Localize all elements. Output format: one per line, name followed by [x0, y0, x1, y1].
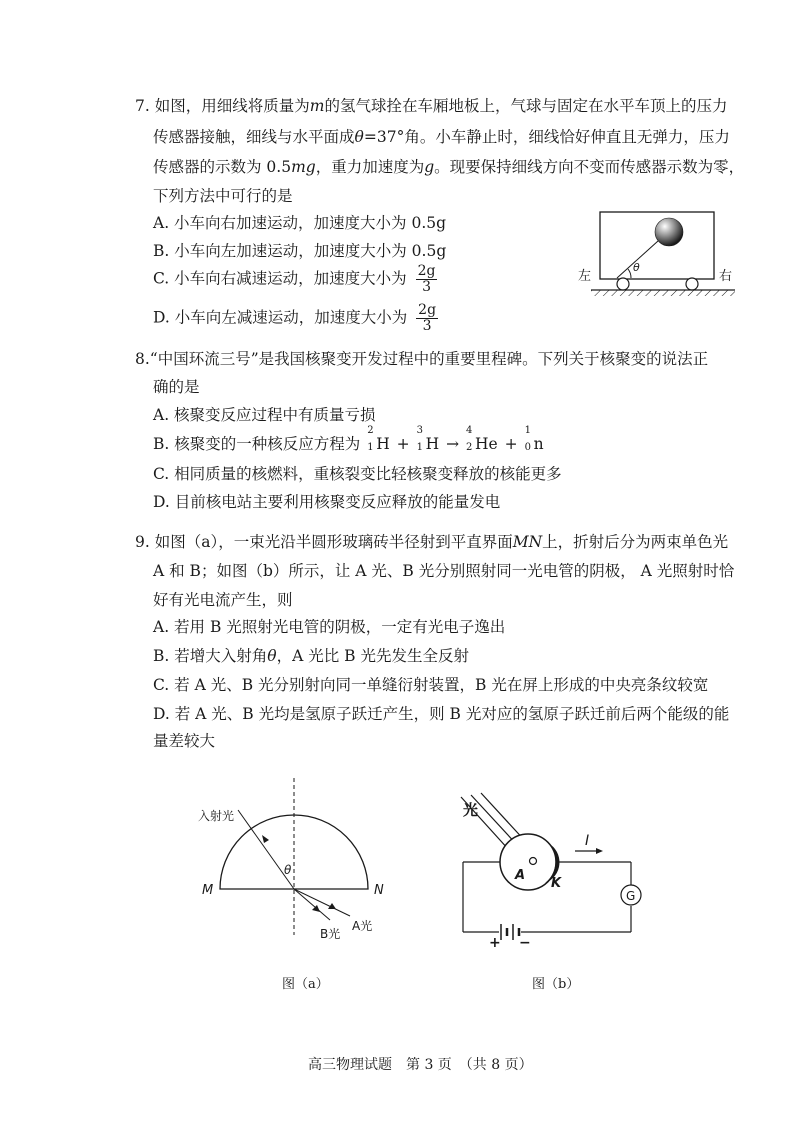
- light-label: 光: [463, 801, 479, 819]
- plus-sign: +: [396, 435, 410, 453]
- wheel-left: [617, 278, 629, 290]
- q7-stem-line4: 下列方法中可行的是: [153, 187, 293, 205]
- ground-hatch: [591, 290, 735, 296]
- q7-line3-c: 。现要保持细线方向不变而传感器示数为零，: [434, 158, 745, 176]
- theta-arc: [628, 269, 631, 278]
- reaction-arrow: →: [446, 435, 460, 453]
- q7-theta: θ: [354, 128, 364, 146]
- cathode-label: K: [551, 876, 562, 891]
- q9-option-d-line1: D. 若 A 光、B 光均是氢原子跃迁产生，则 B 光对应的氢原子跃迁前后两个能级的能: [153, 705, 730, 723]
- anode-label: A: [515, 868, 526, 883]
- q7-line2-b: =37°角。小车静止时，细线恰好伸直且无弹力，压力: [363, 128, 730, 146]
- q7-line2-a: 传感器接触，细线与水平面成: [153, 128, 355, 146]
- q7-option-c-text: C. 小车向右减速运动，加速度大小为: [153, 269, 407, 288]
- q7-option-c-fraction: $\frac{2g}{3}$: [417, 263, 436, 295]
- q7-option-b: B. 小车向左加速运动，加速度大小为 0.5g: [153, 242, 447, 260]
- q7-mg: mg: [291, 158, 316, 176]
- b-light-label: B光: [320, 927, 341, 941]
- q7-stem-line1: [135, 96, 727, 116]
- q9-line1-b: 上，折射后分为两束单色光: [542, 533, 729, 551]
- galvanometer-label: G: [626, 889, 636, 903]
- q7-option-d-fraction: $\frac{2g}{3}$: [418, 302, 437, 334]
- page-footer: 高三物理试题 第 3 页 （共 8 页）: [308, 1057, 533, 1073]
- q9-stem-line1: [135, 532, 728, 552]
- q9-option-c: C. 若 A 光、B 光分别射向同一单缝衍射装置，B 光在屏上形成的中央亮条纹较宽: [153, 676, 709, 694]
- q7-right-label: 右: [719, 269, 733, 284]
- q7-option-c: [153, 264, 437, 295]
- q9-option-b-b: ，A 光比 B 光先发生全反射: [276, 647, 469, 665]
- balloon: [655, 218, 683, 246]
- q7-line3-b: ，重力加速度为: [315, 158, 425, 176]
- nuclide-deuterium: 2 1 H: [367, 425, 390, 453]
- q9-option-d-line2: 量差较大: [153, 732, 216, 750]
- a-light-label: A光: [352, 919, 373, 933]
- q7-g: g: [424, 158, 435, 176]
- q9-figure-b: [455, 795, 655, 955]
- q9-mn: MN: [512, 533, 543, 551]
- ray-b: [294, 889, 330, 920]
- current-arrowhead: [596, 848, 603, 854]
- q7-stem-a: 如图，用细线将质量为: [154, 97, 310, 115]
- anode-a: [530, 858, 537, 865]
- q8-option-a: A. 核聚变反应过程中有质量亏损: [153, 406, 376, 424]
- q7-stem-line2: [153, 127, 730, 147]
- q7-cart-figure: [575, 205, 745, 300]
- q9-figure-b-caption: 图（b）: [532, 977, 580, 992]
- q9-theta: θ: [267, 647, 277, 665]
- wheel-right: [686, 278, 698, 290]
- nuclide-neutron: 1 0 n: [524, 425, 544, 453]
- point-n-label: N: [374, 883, 384, 898]
- battery-plus-label: +: [489, 935, 501, 951]
- q7-mass-symbol: m: [309, 97, 325, 115]
- q9-figure-a: [190, 770, 400, 950]
- q9-line1-a: 9. 如图（a），一束光沿半圆形玻璃砖半径射到平直界面: [135, 533, 513, 551]
- plus-sign: +: [504, 435, 518, 453]
- q7-left-label: 左: [578, 269, 592, 284]
- q8-stem-line2: 确的是: [153, 378, 200, 396]
- q7-line3-a: 传感器的示数为 0.5: [153, 158, 292, 176]
- q9-figure-a-caption: 图（a）: [282, 977, 329, 992]
- q9-option-a: A. 若用 B 光照射光电管的阴极，一定有光电子逸出: [153, 618, 506, 636]
- incident-arrow: [262, 835, 269, 843]
- current-label: I: [585, 833, 590, 849]
- q9-stem-line3: 好有光电流产生，则: [153, 591, 293, 609]
- point-m-label: M: [202, 883, 214, 898]
- battery-minus-label: −: [519, 935, 531, 951]
- q7-stem-b: 的氢气球拴在车厢地板上，气球与固定在水平车顶上的压力: [324, 97, 728, 115]
- q8-stem-line1: 8.“中国环流三号”是我国核聚变开发过程中的重要里程碑。下列关于核聚变的说法正: [135, 350, 709, 368]
- q7-option-d-text: D. 小车向左减速运动，加速度大小为: [153, 308, 408, 327]
- q7-stem-line3: [153, 157, 744, 177]
- q8-option-d: D. 目前核电站主要利用核聚变反应释放的能量发电: [153, 493, 501, 511]
- q9-option-b: [153, 646, 469, 666]
- q7-option-a: A. 小车向右加速运动，加速度大小为 0.5g: [153, 214, 447, 232]
- q7-option-d: [153, 303, 438, 334]
- incident-ray: [238, 810, 294, 889]
- q7-number: 7.: [135, 97, 150, 115]
- q9-stem-line2: A 和 B；如图（b）所示，让 A 光、B 光分别照射同一光电管的阴极， A 光照射时恰: [153, 562, 735, 580]
- q8-option-b-text: B. 核聚变的一种核反应方程为: [153, 435, 361, 453]
- q7-theta-label: θ: [633, 261, 640, 274]
- q8-option-c: C. 相同质量的核燃料，重核裂变比轻核聚变释放的核能更多: [153, 465, 562, 483]
- nuclide-tritium: 3 1 H: [416, 425, 440, 453]
- theta-label: θ: [284, 863, 292, 877]
- q8-option-b: [153, 425, 546, 454]
- incident-label: 入射光: [198, 809, 235, 823]
- cart-body: [600, 212, 714, 279]
- ray-a: [294, 889, 350, 916]
- nuclide-helium: 4 2 He: [466, 425, 498, 453]
- q9-option-b-a: B. 若增大入射角: [153, 647, 268, 665]
